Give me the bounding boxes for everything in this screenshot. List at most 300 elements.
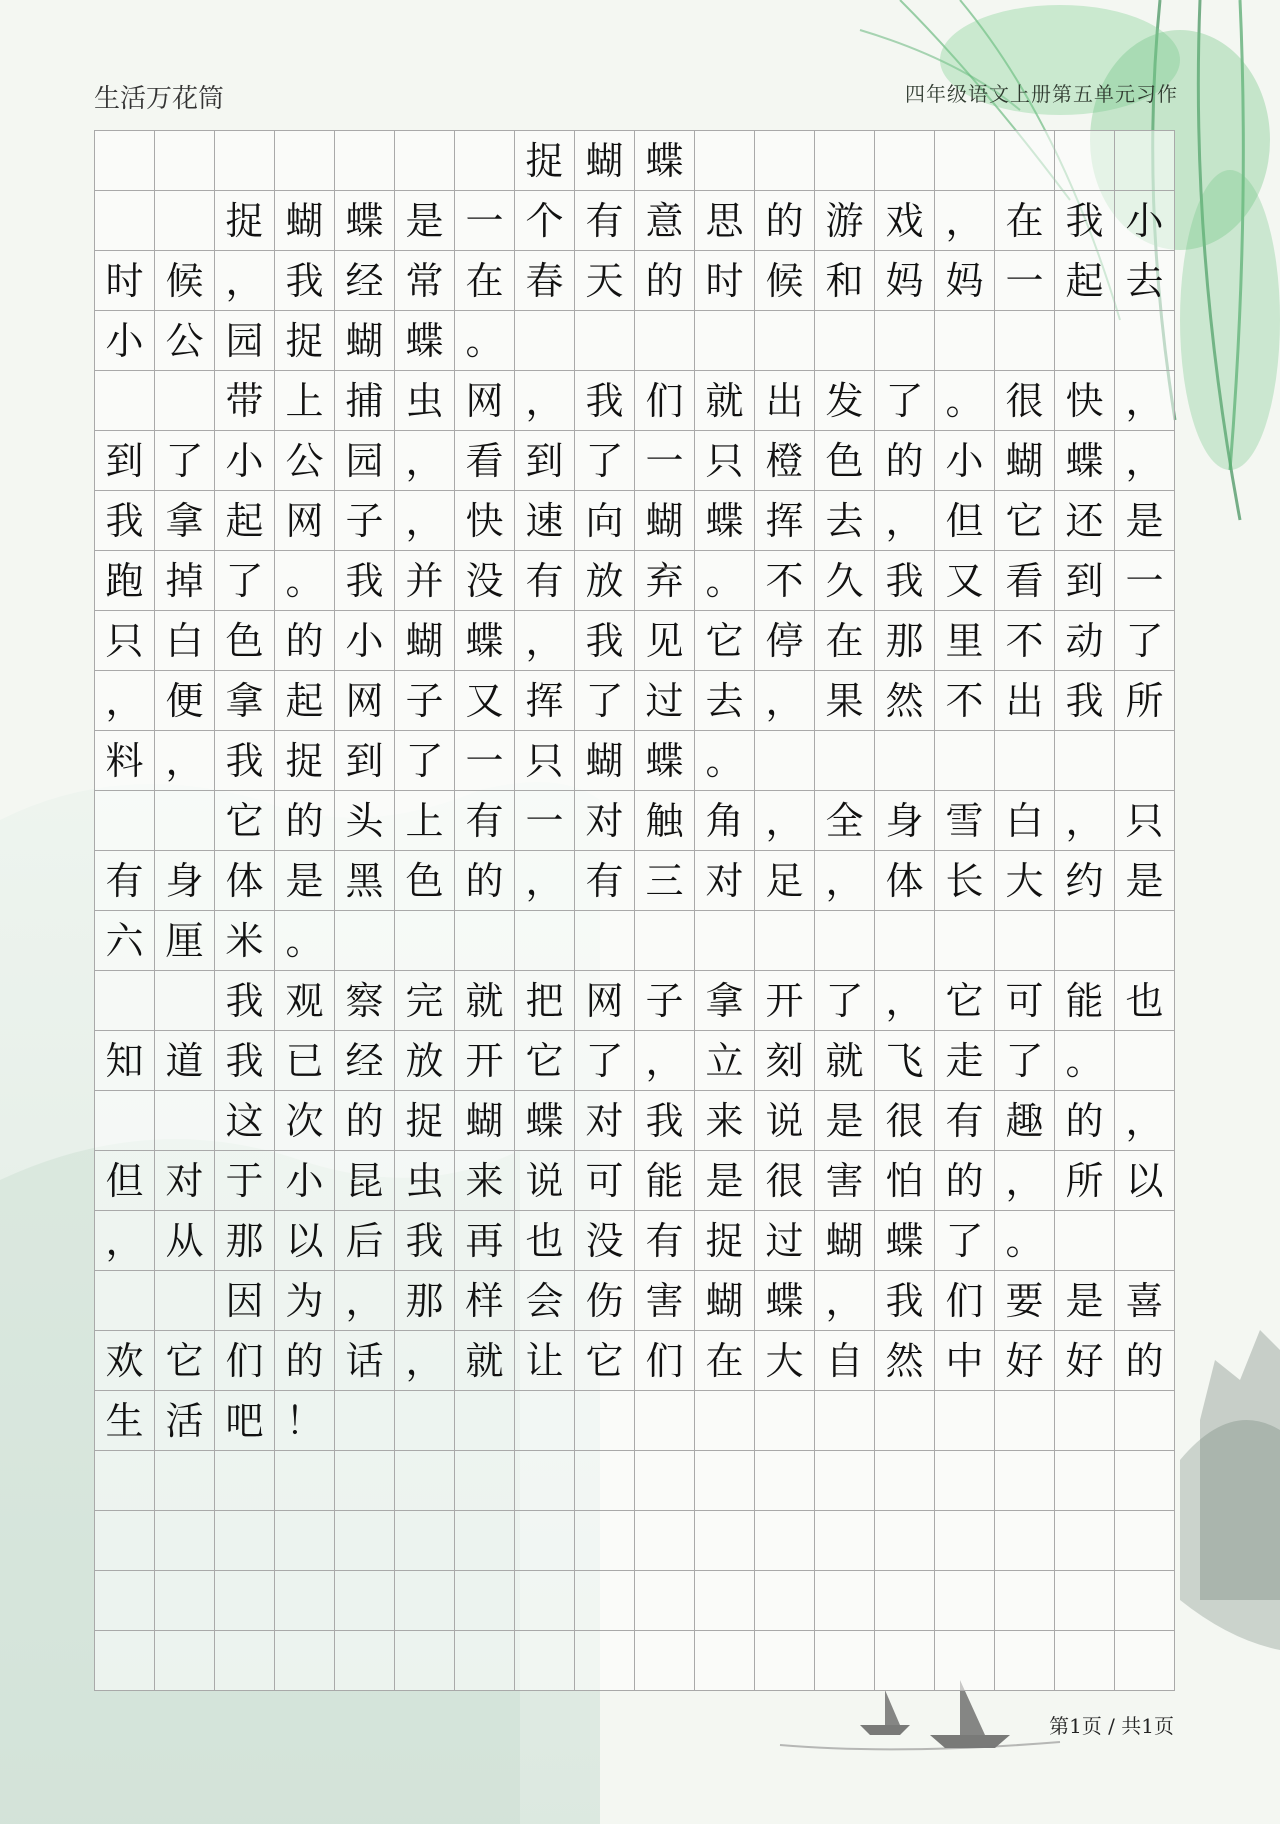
grid-cell bbox=[1115, 1511, 1175, 1571]
grid-cell: 以 bbox=[275, 1211, 335, 1271]
grid-cell: 的 bbox=[335, 1091, 395, 1151]
title-cell bbox=[395, 131, 455, 191]
grid-cell bbox=[935, 1631, 995, 1691]
grid-cell: 出 bbox=[995, 671, 1055, 731]
grid-cell: 去 bbox=[1115, 251, 1175, 311]
grid-cell bbox=[1055, 311, 1115, 371]
grid-cell: 蝶 bbox=[395, 311, 455, 371]
grid-cell: 很 bbox=[755, 1151, 815, 1211]
title-cell bbox=[695, 131, 755, 191]
grid-cell: 但 bbox=[935, 491, 995, 551]
grid-cell: 大 bbox=[755, 1331, 815, 1391]
grid-cell: 就 bbox=[455, 971, 515, 1031]
grid-cell bbox=[875, 1451, 935, 1511]
grid-cell bbox=[695, 1571, 755, 1631]
grid-cell bbox=[875, 1391, 935, 1451]
title-cell bbox=[755, 131, 815, 191]
grid-cell: ， bbox=[395, 1331, 455, 1391]
grid-cell: ， bbox=[995, 1151, 1055, 1211]
grid-cell bbox=[395, 1511, 455, 1571]
grid-cell: 是 bbox=[1055, 1271, 1115, 1331]
grid-cell bbox=[155, 971, 215, 1031]
grid-cell bbox=[155, 1631, 215, 1691]
grid-cell: 只 bbox=[95, 611, 155, 671]
grid-cell: 只 bbox=[515, 731, 575, 791]
grid-cell: 春 bbox=[515, 251, 575, 311]
grid-cell: ， bbox=[815, 1271, 875, 1331]
grid-cell bbox=[515, 1511, 575, 1571]
grid-cell: 我 bbox=[575, 611, 635, 671]
grid-cell: ， bbox=[155, 731, 215, 791]
grid-cell: 没 bbox=[575, 1211, 635, 1271]
grid-cell: 的 bbox=[935, 1151, 995, 1211]
grid-cell: 全 bbox=[815, 791, 875, 851]
grid-cell: 戏 bbox=[875, 191, 935, 251]
grid-cell bbox=[275, 1451, 335, 1511]
grid-cell: 捕 bbox=[335, 371, 395, 431]
grid-cell: 我 bbox=[275, 251, 335, 311]
grid-cell: 白 bbox=[155, 611, 215, 671]
grid-cell: 是 bbox=[695, 1151, 755, 1211]
grid-cell: 我 bbox=[635, 1091, 695, 1151]
grid-cell bbox=[935, 1571, 995, 1631]
grid-cell bbox=[875, 911, 935, 971]
grid-cell: 自 bbox=[815, 1331, 875, 1391]
grid-cell bbox=[1115, 1031, 1175, 1091]
grid-cell: 约 bbox=[1055, 851, 1115, 911]
grid-cell: 来 bbox=[695, 1091, 755, 1151]
grid-cell bbox=[155, 791, 215, 851]
grid-cell bbox=[875, 1631, 935, 1691]
grid-cell: 一 bbox=[995, 251, 1055, 311]
grid-cell bbox=[455, 1511, 515, 1571]
grid-cell: 常 bbox=[395, 251, 455, 311]
grid-cell bbox=[575, 1571, 635, 1631]
grid-cell: 了 bbox=[575, 1031, 635, 1091]
grid-cell bbox=[1055, 1391, 1115, 1451]
grid-cell: 对 bbox=[695, 851, 755, 911]
grid-cell: 我 bbox=[215, 731, 275, 791]
grid-cell bbox=[95, 1571, 155, 1631]
grid-cell: 六 bbox=[95, 911, 155, 971]
grid-cell bbox=[935, 311, 995, 371]
grid-cell bbox=[935, 911, 995, 971]
grid-cell bbox=[95, 1631, 155, 1691]
grid-cell: 出 bbox=[755, 371, 815, 431]
grid-cell: ， bbox=[515, 371, 575, 431]
grid-cell: 我 bbox=[875, 1271, 935, 1331]
grid-cell: 捉 bbox=[215, 191, 275, 251]
grid-cell: 察 bbox=[335, 971, 395, 1031]
grid-cell: 天 bbox=[575, 251, 635, 311]
grid-cell: 话 bbox=[335, 1331, 395, 1391]
grid-cell: 好 bbox=[995, 1331, 1055, 1391]
grid-cell: 就 bbox=[455, 1331, 515, 1391]
grid-cell: 候 bbox=[755, 251, 815, 311]
grid-cell bbox=[335, 1451, 395, 1511]
grid-cell bbox=[335, 1571, 395, 1631]
grid-cell bbox=[995, 1391, 1055, 1451]
grid-cell: 黑 bbox=[335, 851, 395, 911]
grid-cell: 的 bbox=[275, 1331, 335, 1391]
grid-cell: 经 bbox=[335, 1031, 395, 1091]
grid-cell: 带 bbox=[215, 371, 275, 431]
grid-cell: 拿 bbox=[155, 491, 215, 551]
grid-cell: 跑 bbox=[95, 551, 155, 611]
grid-cell: 公 bbox=[155, 311, 215, 371]
grid-cell bbox=[1055, 1631, 1115, 1691]
grid-cell: 样 bbox=[455, 1271, 515, 1331]
grid-cell: 然 bbox=[875, 671, 935, 731]
grid-cell: 所 bbox=[1115, 671, 1175, 731]
title-cell: 蝶 bbox=[635, 131, 695, 191]
grid-cell: 虫 bbox=[395, 1151, 455, 1211]
grid-cell bbox=[815, 1511, 875, 1571]
grid-cell: 候 bbox=[155, 251, 215, 311]
grid-cell: 我 bbox=[215, 1031, 275, 1091]
grid-cell: 是 bbox=[275, 851, 335, 911]
grid-cell: 拿 bbox=[215, 671, 275, 731]
grid-cell: 然 bbox=[875, 1331, 935, 1391]
grid-cell bbox=[95, 1091, 155, 1151]
grid-cell bbox=[515, 1391, 575, 1451]
grid-cell: 能 bbox=[1055, 971, 1115, 1031]
grid-cell: 以 bbox=[1115, 1151, 1175, 1211]
grid-cell: 它 bbox=[215, 791, 275, 851]
grid-cell bbox=[875, 311, 935, 371]
grid-cell: 头 bbox=[335, 791, 395, 851]
grid-cell bbox=[515, 311, 575, 371]
grid-cell bbox=[695, 1391, 755, 1451]
grid-cell: ， bbox=[935, 191, 995, 251]
grid-cell bbox=[635, 911, 695, 971]
grid-cell: 和 bbox=[815, 251, 875, 311]
grid-cell bbox=[1115, 731, 1175, 791]
grid-cell: 它 bbox=[935, 971, 995, 1031]
grid-cell: 再 bbox=[455, 1211, 515, 1271]
grid-cell bbox=[95, 371, 155, 431]
grid-cell: ， bbox=[635, 1031, 695, 1091]
grid-cell: 果 bbox=[815, 671, 875, 731]
grid-cell bbox=[815, 311, 875, 371]
grid-cell: 观 bbox=[275, 971, 335, 1031]
grid-cell: 吧 bbox=[215, 1391, 275, 1451]
title-cell bbox=[455, 131, 515, 191]
grid-cell bbox=[755, 731, 815, 791]
grid-cell bbox=[635, 1511, 695, 1571]
grid-cell: 们 bbox=[635, 371, 695, 431]
grid-cell bbox=[935, 1451, 995, 1511]
grid-cell bbox=[515, 1631, 575, 1691]
grid-cell bbox=[275, 1511, 335, 1571]
grid-cell: 后 bbox=[335, 1211, 395, 1271]
grid-cell: 了 bbox=[575, 671, 635, 731]
grid-cell: 在 bbox=[815, 611, 875, 671]
grid-cell: 把 bbox=[515, 971, 575, 1031]
grid-cell: 这 bbox=[215, 1091, 275, 1151]
grid-cell bbox=[335, 1511, 395, 1571]
grid-cell bbox=[1055, 1571, 1115, 1631]
grid-cell: 很 bbox=[995, 371, 1055, 431]
grid-cell: ， bbox=[335, 1271, 395, 1331]
grid-cell: 们 bbox=[215, 1331, 275, 1391]
grid-cell: 说 bbox=[515, 1151, 575, 1211]
grid-cell: 时 bbox=[95, 251, 155, 311]
grid-cell bbox=[455, 1571, 515, 1631]
title-cell bbox=[1055, 131, 1115, 191]
grid-cell bbox=[815, 731, 875, 791]
grid-cell: 米 bbox=[215, 911, 275, 971]
grid-cell: ， bbox=[515, 611, 575, 671]
grid-cell: 的 bbox=[455, 851, 515, 911]
title-cell: 蝴 bbox=[575, 131, 635, 191]
grid-cell: 蝶 bbox=[1055, 431, 1115, 491]
grid-cell: ， bbox=[875, 971, 935, 1031]
grid-cell: 就 bbox=[815, 1031, 875, 1091]
grid-cell: 是 bbox=[1115, 851, 1175, 911]
grid-cell bbox=[455, 1391, 515, 1451]
grid-cell: 还 bbox=[1055, 491, 1115, 551]
grid-cell: 它 bbox=[155, 1331, 215, 1391]
grid-cell: ， bbox=[1055, 791, 1115, 851]
grid-cell bbox=[1055, 911, 1115, 971]
grid-cell: 但 bbox=[95, 1151, 155, 1211]
grid-cell: 害 bbox=[635, 1271, 695, 1331]
grid-cell bbox=[155, 1511, 215, 1571]
grid-cell: 让 bbox=[515, 1331, 575, 1391]
grid-cell: 有 bbox=[575, 191, 635, 251]
grid-cell: 小 bbox=[935, 431, 995, 491]
grid-cell bbox=[95, 971, 155, 1031]
grid-cell: 有 bbox=[515, 551, 575, 611]
grid-cell: 便 bbox=[155, 671, 215, 731]
grid-cell: 没 bbox=[455, 551, 515, 611]
grid-cell: 在 bbox=[695, 1331, 755, 1391]
grid-cell: 蝴 bbox=[455, 1091, 515, 1151]
grid-cell: 网 bbox=[455, 371, 515, 431]
grid-cell: 从 bbox=[155, 1211, 215, 1271]
grid-cell: 。 bbox=[695, 551, 755, 611]
grid-cell: 不 bbox=[755, 551, 815, 611]
grid-cell: 中 bbox=[935, 1331, 995, 1391]
grid-cell bbox=[575, 1451, 635, 1511]
grid-cell: 身 bbox=[875, 791, 935, 851]
grid-cell: 快 bbox=[1055, 371, 1115, 431]
grid-cell bbox=[635, 311, 695, 371]
grid-cell: 了 bbox=[935, 1211, 995, 1271]
grid-cell bbox=[155, 1451, 215, 1511]
header-category: 生活万花筒 bbox=[94, 84, 225, 114]
grid-cell bbox=[1115, 1631, 1175, 1691]
grid-cell: 可 bbox=[995, 971, 1055, 1031]
grid-cell: 久 bbox=[815, 551, 875, 611]
grid-cell: 是 bbox=[815, 1091, 875, 1151]
grid-cell: 色 bbox=[815, 431, 875, 491]
grid-cell: 蝶 bbox=[515, 1091, 575, 1151]
grid-cell: 过 bbox=[755, 1211, 815, 1271]
grid-cell: 对 bbox=[575, 1091, 635, 1151]
grid-cell: 害 bbox=[815, 1151, 875, 1211]
grid-cell bbox=[815, 1631, 875, 1691]
grid-cell bbox=[215, 1511, 275, 1571]
grid-cell: 上 bbox=[395, 791, 455, 851]
grid-cell bbox=[95, 791, 155, 851]
grid-cell: 上 bbox=[275, 371, 335, 431]
grid-cell bbox=[395, 1391, 455, 1451]
grid-cell bbox=[875, 1571, 935, 1631]
grid-cell: 已 bbox=[275, 1031, 335, 1091]
grid-cell bbox=[335, 911, 395, 971]
title-cell bbox=[95, 131, 155, 191]
grid-cell: 怕 bbox=[875, 1151, 935, 1211]
grid-cell: 伤 bbox=[575, 1271, 635, 1331]
grid-cell: 三 bbox=[635, 851, 695, 911]
grid-cell bbox=[995, 731, 1055, 791]
grid-cell: 生 bbox=[95, 1391, 155, 1451]
grid-cell: 料 bbox=[95, 731, 155, 791]
grid-cell: 又 bbox=[935, 551, 995, 611]
grid-cell: 网 bbox=[335, 671, 395, 731]
grid-cell: 刻 bbox=[755, 1031, 815, 1091]
grid-cell: 里 bbox=[935, 611, 995, 671]
grid-cell: 那 bbox=[875, 611, 935, 671]
grid-cell: 道 bbox=[155, 1031, 215, 1091]
grid-cell bbox=[635, 1631, 695, 1691]
grid-cell: 游 bbox=[815, 191, 875, 251]
grid-cell: 了 bbox=[815, 971, 875, 1031]
grid-cell: 我 bbox=[1055, 191, 1115, 251]
grid-cell: 了 bbox=[155, 431, 215, 491]
grid-cell: 的 bbox=[1115, 1331, 1175, 1391]
grid-cell: 速 bbox=[515, 491, 575, 551]
grid-cell: 放 bbox=[575, 551, 635, 611]
grid-cell bbox=[215, 1451, 275, 1511]
grid-cell bbox=[875, 1511, 935, 1571]
grid-cell bbox=[395, 1451, 455, 1511]
title-cell bbox=[1115, 131, 1175, 191]
grid-cell: 我 bbox=[1055, 671, 1115, 731]
grid-cell bbox=[575, 1511, 635, 1571]
grid-cell bbox=[755, 1451, 815, 1511]
grid-cell: ， bbox=[815, 851, 875, 911]
grid-cell: 蝶 bbox=[635, 731, 695, 791]
grid-cell: 昆 bbox=[335, 1151, 395, 1211]
grid-cell bbox=[155, 1271, 215, 1331]
grid-cell: 来 bbox=[455, 1151, 515, 1211]
grid-cell: ， bbox=[395, 491, 455, 551]
grid-cell bbox=[995, 1511, 1055, 1571]
grid-cell: 捉 bbox=[275, 311, 335, 371]
title-cell bbox=[875, 131, 935, 191]
grid-cell: 了 bbox=[1115, 611, 1175, 671]
grid-cell: 长 bbox=[935, 851, 995, 911]
grid-cell: ！ bbox=[275, 1391, 335, 1451]
grid-cell bbox=[455, 1631, 515, 1691]
grid-cell: 那 bbox=[215, 1211, 275, 1271]
grid-cell: 色 bbox=[215, 611, 275, 671]
grid-cell: ， bbox=[515, 851, 575, 911]
grid-cell: 色 bbox=[395, 851, 455, 911]
grid-cell: 起 bbox=[275, 671, 335, 731]
grid-cell: 蝶 bbox=[335, 191, 395, 251]
grid-cell: 的 bbox=[1055, 1091, 1115, 1151]
grid-cell bbox=[755, 311, 815, 371]
grid-cell bbox=[275, 1571, 335, 1631]
grid-cell: 拿 bbox=[695, 971, 755, 1031]
grid-cell: 它 bbox=[515, 1031, 575, 1091]
grid-cell: 小 bbox=[335, 611, 395, 671]
grid-cell bbox=[755, 1571, 815, 1631]
grid-cell bbox=[815, 1571, 875, 1631]
grid-cell: 的 bbox=[275, 611, 335, 671]
grid-cell: 妈 bbox=[875, 251, 935, 311]
grid-cell: ， bbox=[755, 791, 815, 851]
grid-cell: 捉 bbox=[275, 731, 335, 791]
grid-cell: 立 bbox=[695, 1031, 755, 1091]
grid-cell: 蝴 bbox=[575, 731, 635, 791]
grid-cell: 很 bbox=[875, 1091, 935, 1151]
grid-cell: 挥 bbox=[515, 671, 575, 731]
grid-cell: 园 bbox=[335, 431, 395, 491]
grid-cell: 大 bbox=[995, 851, 1055, 911]
grid-cell: ， bbox=[95, 671, 155, 731]
grid-cell: 虫 bbox=[395, 371, 455, 431]
grid-cell: 小 bbox=[215, 431, 275, 491]
grid-cell: ， bbox=[1115, 371, 1175, 431]
grid-cell: 也 bbox=[1115, 971, 1175, 1031]
grid-cell: 一 bbox=[455, 731, 515, 791]
grid-cell: 有 bbox=[935, 1091, 995, 1151]
grid-cell bbox=[695, 1451, 755, 1511]
grid-cell: 掉 bbox=[155, 551, 215, 611]
grid-cell: 身 bbox=[155, 851, 215, 911]
grid-cell: 因 bbox=[215, 1271, 275, 1331]
grid-cell: 有 bbox=[575, 851, 635, 911]
grid-cell bbox=[995, 1451, 1055, 1511]
grid-cell bbox=[1115, 1451, 1175, 1511]
grid-cell bbox=[95, 1511, 155, 1571]
grid-cell: 捉 bbox=[395, 1091, 455, 1151]
grid-cell: 捉 bbox=[695, 1211, 755, 1271]
grid-cell: 有 bbox=[95, 851, 155, 911]
grid-cell: 只 bbox=[695, 431, 755, 491]
grid-cell: 并 bbox=[395, 551, 455, 611]
grid-cell: 小 bbox=[275, 1151, 335, 1211]
grid-cell: 说 bbox=[755, 1091, 815, 1151]
grid-cell: 触 bbox=[635, 791, 695, 851]
grid-cell: 。 bbox=[1055, 1031, 1115, 1091]
grid-cell bbox=[695, 911, 755, 971]
grid-cell: 到 bbox=[95, 431, 155, 491]
grid-cell: 蝴 bbox=[395, 611, 455, 671]
grid-cell bbox=[995, 1571, 1055, 1631]
grid-cell bbox=[575, 911, 635, 971]
grid-cell: 弃 bbox=[635, 551, 695, 611]
grid-cell bbox=[395, 911, 455, 971]
grid-cell bbox=[755, 1511, 815, 1571]
grid-cell: 妈 bbox=[935, 251, 995, 311]
grid-cell: 挥 bbox=[755, 491, 815, 551]
grid-cell: 所 bbox=[1055, 1151, 1115, 1211]
grid-cell: 那 bbox=[395, 1271, 455, 1331]
grid-cell: 蝴 bbox=[335, 311, 395, 371]
grid-cell: 停 bbox=[755, 611, 815, 671]
grid-cell bbox=[995, 311, 1055, 371]
grid-cell bbox=[1055, 1451, 1115, 1511]
grid-cell: 了 bbox=[575, 431, 635, 491]
grid-cell bbox=[155, 191, 215, 251]
grid-cell: 只 bbox=[1115, 791, 1175, 851]
